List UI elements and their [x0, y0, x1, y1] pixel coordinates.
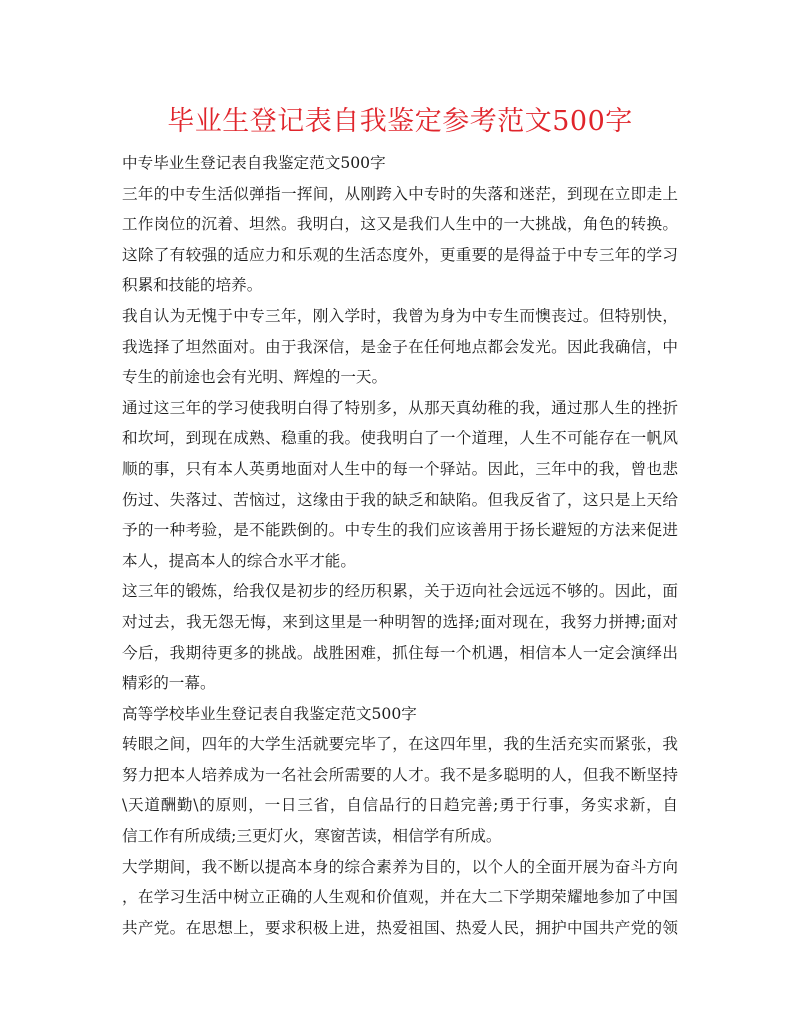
text-line: 大学期间，我不断以提高本身的综合素养为目的，以个人的全面开展为奋斗方向 — [122, 857, 678, 876]
text-line: 努力把本人培养成为一名社会所需要的人才。我不是多聪明的人，但我不断坚持 — [122, 765, 678, 784]
text-line: \天道酬勤\的原则，一日三省，自信品行的日趋完善;勇于行事，务实求新，自 — [122, 796, 678, 815]
text-line: 通过这三年的学习使我明白得了特别多，从那天真幼稚的我，通过那人生的挫折 — [122, 398, 678, 417]
text-line: 顺的事，只有本人英勇地面对人生中的每一个驿站。因此，三年中的我，曾也悲 — [122, 459, 678, 478]
text-line: 中专毕业生登记表自我鉴定范文500字 — [122, 154, 386, 172]
text-line: 予的一种考验，是不能跌倒的。中专生的我们应该善用于扬长避短的方法来促进 — [122, 521, 678, 540]
text-line: ，在学习生活中树立正确的人生观和价值观，并在大二下学期荣耀地参加了中国 — [122, 888, 678, 907]
text-line: 工作岗位的沉着、坦然。我明白，这又是我们人生中的一大挑战，角色的转换。 — [122, 215, 678, 234]
text-line: 我选择了坦然面对。由于我深信，是金子在任何地点都会发光。因此我确信，中 — [122, 337, 678, 356]
text-line: 积累和技能的培养。 — [122, 276, 263, 295]
text-line: 精彩的一幕。 — [122, 674, 216, 693]
text-line: 对过去，我无怨无悔，来到这里是一种明智的选择;面对现在，我努力拼搏;面对 — [122, 612, 678, 631]
text-line: 转眼之间，四年的大学生活就要完毕了，在这四年里，我的生活充实而紧张，我 — [122, 735, 678, 754]
text-line: 和坎坷，到现在成熟、稳重的我。使我明白了一个道理，人生不可能存在一帆风 — [122, 429, 678, 448]
text-line: 我自认为无愧于中专三年，刚入学时，我曾为身为中专生而懊丧过。但特别快， — [122, 306, 678, 325]
text-line: 专生的前途也会有光明、辉煌的一天。 — [122, 368, 388, 387]
text-line: 三年的中专生活似弹指一挥间，从刚跨入中专时的失落和迷茫，到现在立即走上 — [122, 184, 678, 203]
text-line: 高等学校毕业生登记表自我鉴定范文500字 — [122, 704, 417, 723]
document-body — [122, 148, 678, 943]
document-title: 毕业生登记表自我鉴定参考范文500字 — [167, 106, 633, 137]
text-line: 今后，我期待更多的挑战。战胜困难，抓住每一个机遇，相信本人一定会演绎出 — [122, 643, 678, 662]
text-line: 本人，提高本人的综合水平才能。 — [122, 551, 356, 570]
text-line: 共产党。在思想上，要求积极上进，热爱祖国、热爱人民，拥护中国共产党的领 — [122, 918, 678, 937]
text-line: 这除了有较强的适应力和乐观的生活态度外，更重要的是得益于中专三年的学习 — [122, 245, 678, 264]
text-line: 信工作有所成绩;三更灯火，寒窗苦读，相信学有所成。 — [122, 827, 502, 846]
text-line: 这三年的锻炼，给我仅是初步的经历积累，关于迈向社会远远不够的。因此，面 — [122, 582, 678, 601]
text-line: 伤过、失落过、苦恼过，这缘由于我的缺乏和缺陷。但我反省了，这只是上天给 — [122, 490, 678, 509]
